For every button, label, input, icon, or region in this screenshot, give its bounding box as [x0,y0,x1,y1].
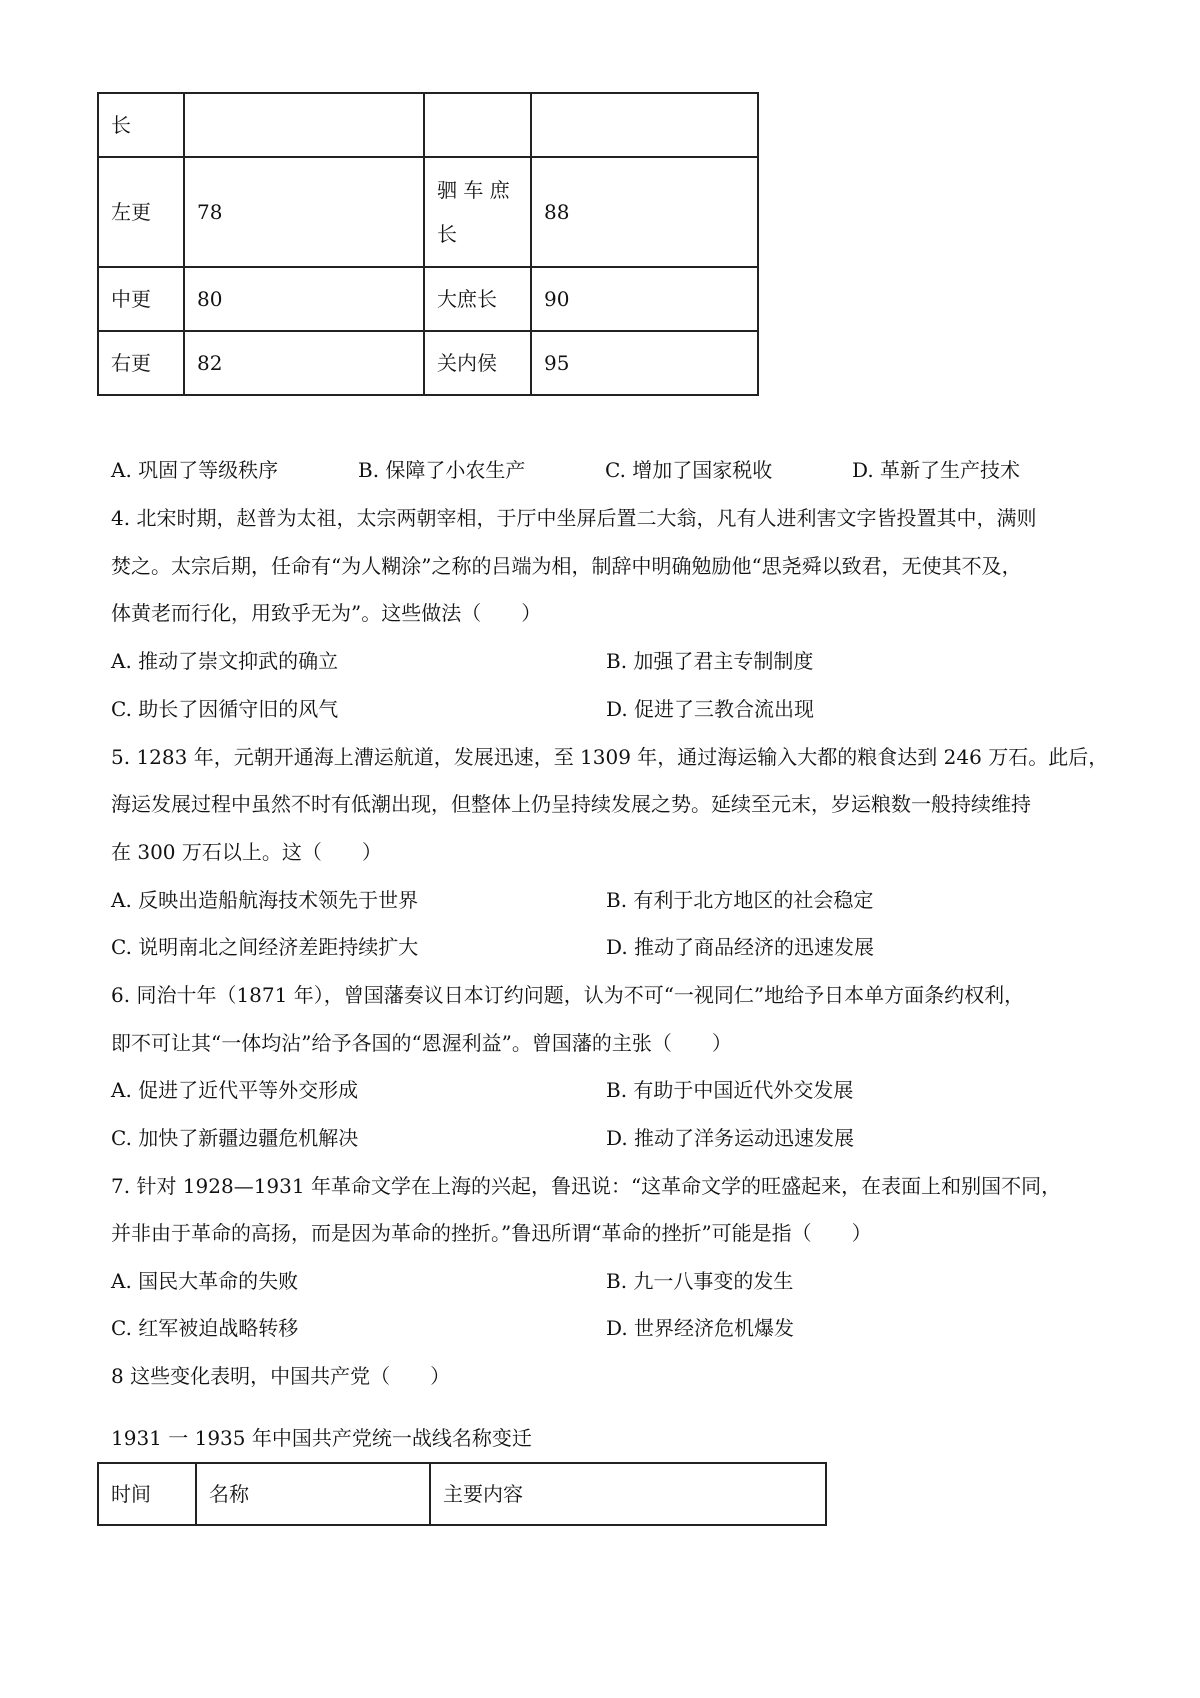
q4-stem-line-3: 体黄老而行化，用致乎无为”。这些做法（ ） [111,601,542,625]
q5-stem-line-3: 在 300 万石以上。这（ ） [111,840,382,864]
table-cell: 关内侯 [424,331,531,395]
table-cell: 82 [184,331,424,395]
q4-option-c[interactable]: C. 助长了因循守旧的风气 [111,697,339,721]
q3-option-d[interactable]: D. 革新了生产技术 [852,458,1021,482]
table-header-cell: 时间 [98,1463,196,1525]
table-cell: 中更 [98,267,184,331]
q3-option-b[interactable]: B. 保障了小农生产 [358,458,526,482]
table-cell [424,93,531,157]
q6-option-b[interactable]: B. 有助于中国近代外交发展 [606,1078,854,1102]
q5-stem-line-1: 5. 1283 年，元朝开通海上漕运航道，发展迅速，至 1309 年，通过海运输入大都的粮食达到 246 万石。此后， [111,745,1109,769]
q4-option-a[interactable]: A. 推动了崇文抑武的确立 [111,649,339,673]
table-cell: 驷 车 庶 长 [424,157,531,267]
q6-stem-line-2: 即不可让其“一体均沾”给予各国的“恩渥利益”。曾国藩的主张（ ） [111,1031,732,1055]
q8-stem: 8 这些变化表明，中国共产党（ ） [111,1364,451,1388]
q8-table-caption: 1931 一 1935 年中国共产党统一战线名称变迁 [111,1426,532,1450]
q4-stem-line-2: 焚之。太宗后期，任命有“为人糊涂”之称的吕端为相，制辞中明确勉励他“思尧舜以致君，无使其不及， [111,554,1022,578]
united-front-table [97,1462,827,1526]
q6-option-a[interactable]: A. 促进了近代平等外交形成 [111,1078,359,1102]
table-cell: 80 [184,267,424,331]
q7-option-b[interactable]: B. 九一八事变的发生 [606,1269,794,1293]
q7-option-c[interactable]: C. 红军被迫战略转移 [111,1316,299,1340]
q5-option-a[interactable]: A. 反映出造船航海技术领先于世界 [111,888,419,912]
table-cell: 长 [98,93,184,157]
table-cell: 右更 [98,331,184,395]
q4-option-d[interactable]: D. 促进了三教合流出现 [606,697,815,721]
table-cell: 90 [531,267,758,331]
q5-option-d[interactable]: D. 推动了商品经济的迅速发展 [606,935,875,959]
table-cell: 78 [184,157,424,267]
q7-option-a[interactable]: A. 国民大革命的失败 [111,1269,299,1293]
table-cell: 88 [531,157,758,267]
table-cell: 大庶长 [424,267,531,331]
q4-stem-line-1: 4. 北宋时期，赵普为太祖，太宗两朝宰相，于厅中坐屏后置二大翁，凡有人进利害文字皆投置其中，满则 [111,506,1037,530]
table-cell: 95 [531,331,758,395]
q3-option-c[interactable]: C. 增加了国家税收 [605,458,773,482]
table-cell: 左更 [98,157,184,267]
q5-option-b[interactable]: B. 有利于北方地区的社会稳定 [606,888,874,912]
q3-option-a[interactable]: A. 巩固了等级秩序 [111,458,279,482]
q4-option-b[interactable]: B. 加强了君主专制制度 [606,649,814,673]
q7-option-d[interactable]: D. 世界经济危机爆发 [606,1316,795,1340]
table-cell [184,93,424,157]
q6-option-c[interactable]: C. 加快了新疆边疆危机解决 [111,1126,359,1150]
q7-stem-line-2: 并非由于革命的高扬，而是因为革命的挫折。”鲁迅所谓“革命的挫折”可能是指（ ） [111,1221,872,1245]
q5-stem-line-2: 海运发展过程中虽然不时有低潮出现，但整体上仍呈持续发展之势。延续至元末，岁运粮数一般持续维持 [111,792,1031,816]
table-header-cell: 名称 [196,1463,430,1525]
q7-stem-line-1: 7. 针对 1928—1931 年革命文学在上海的兴起，鲁迅说：“这革命文学的旺盛起来，在表面上和别国不同， [111,1174,1062,1198]
table-cell [531,93,758,157]
q5-option-c[interactable]: C. 说明南北之间经济差距持续扩大 [111,935,419,959]
q6-option-d[interactable]: D. 推动了洋务运动迅速发展 [606,1126,855,1150]
table-header-cell: 主要内容 [430,1463,826,1525]
q6-stem-line-1: 6. 同治十年（1871 年），曾国藩奏议日本订约问题，认为不可“一视同仁”地给予日本单方面条约权利， [111,983,1025,1007]
rank-table [97,92,759,396]
